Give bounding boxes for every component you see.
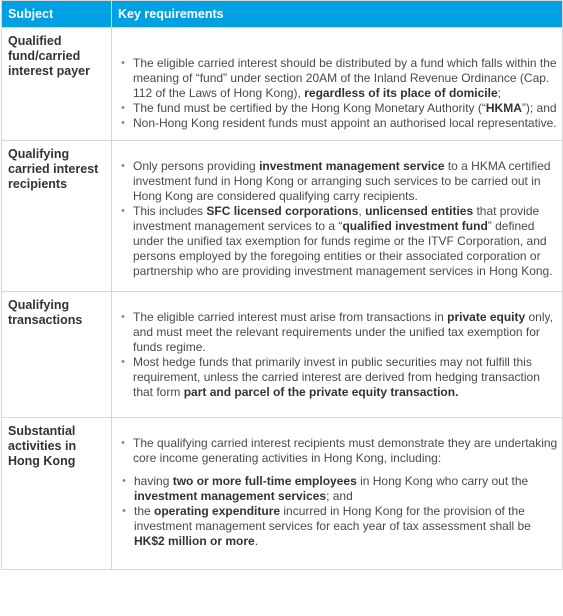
header-subject: Subject <box>2 1 112 28</box>
text-run: This includes <box>133 204 207 218</box>
requirements-list <box>116 310 558 400</box>
intro-text: • The qualifying carried interest recipients must demonstrate they are undertaking core income generating activities in Hong Kong, including: <box>116 436 558 466</box>
text-run: Only persons providing <box>133 159 260 173</box>
text-run: incurred in Hong Kong for the provision of the investment management services for each year of tax assessment shall be <box>134 504 531 533</box>
bold-text: SFC licensed corporations <box>206 204 359 218</box>
text-run: Most hedge funds that primarily invest in public securities may not fulfill this requirement, unless the carried interest are derived from hedging transaction that form <box>133 355 540 399</box>
table-row <box>2 28 563 141</box>
text-run: Non-Hong Kong resident funds must appoint an authorised local representative. <box>133 116 557 130</box>
header-row <box>2 1 563 28</box>
bold-text: investment management services <box>134 489 327 503</box>
list-item <box>118 504 558 549</box>
bold-text: qualified investment fund <box>342 219 488 233</box>
bold-text: two or more full-time employees <box>172 474 357 488</box>
text-run: ; and <box>326 489 353 503</box>
requirements-list <box>116 56 558 131</box>
list-item <box>116 101 558 116</box>
bold-text: HK$2 million or more <box>134 534 255 548</box>
list-item <box>116 310 558 355</box>
text-run: ” defined under the unified tax exemption for funds regime or the ITVF Corporation, and persons employed by the foregoing entities or their associated corporation or partnership who are providing investment management services in Hong Kong. <box>133 219 553 278</box>
table-row <box>2 418 563 570</box>
text-run: ”); and <box>521 101 557 115</box>
table-row <box>2 292 563 418</box>
row-requirements <box>112 292 563 418</box>
text-run: in Hong Kong who carry out the <box>356 474 529 488</box>
text-run: The eligible carried interest must arise from transactions in <box>133 310 448 324</box>
row-requirements <box>112 141 563 292</box>
list-item <box>116 116 558 131</box>
row-requirements <box>112 28 563 141</box>
row-requirements <box>112 418 563 570</box>
bold-text: regardless of its place of domicile <box>304 86 498 100</box>
text-run: that provide investment management services to a “ <box>133 204 540 233</box>
requirements-table <box>1 0 563 570</box>
list-item <box>118 474 558 504</box>
list-item <box>116 56 558 101</box>
text-run: only, and must meet the relevant requirements under the unified tax exemption for funds regime. <box>133 310 553 354</box>
text-run: , <box>358 204 366 218</box>
list-item <box>116 159 558 204</box>
bold-text: operating expenditure <box>154 504 281 518</box>
list-item <box>116 355 558 400</box>
sub-requirements-list <box>116 474 558 549</box>
bold-text: private equity <box>447 310 526 324</box>
header-key-requirements: Key requirements <box>112 1 563 28</box>
row-subject: Qualifying carried interest recipients <box>2 141 112 292</box>
text-run: . <box>254 534 259 548</box>
row-subject: Qualifying transactions <box>2 292 112 418</box>
bold-text: investment management service <box>259 159 445 173</box>
text-run: The eligible carried interest should be distributed by a fund which falls within the meaning of “fund” under section 20AM of the Inland Revenue Ordinance (Cap. 112 of the Laws of Hong Kong), <box>133 56 557 100</box>
table-row <box>2 141 563 292</box>
text-run: the <box>134 504 155 518</box>
text-run: The fund must be certified by the Hong Kong Monetary Authority (“ <box>133 101 486 115</box>
row-subject: Qualified fund/carried interest payer <box>2 28 112 141</box>
list-item <box>116 204 558 279</box>
text-run: ; <box>497 86 501 100</box>
bold-text: part and parcel of the private equity transaction. <box>183 385 459 399</box>
row-subject: Substantial activities in Hong Kong <box>2 418 112 570</box>
bold-text: HKMA <box>485 101 522 115</box>
text-run: having <box>134 474 173 488</box>
bold-text: unlicensed entities <box>365 204 474 218</box>
text-run: to a HKMA certified investment fund in Hong Kong or arranging such services to be carried out in Hong Kong are considered qualifying carry recipients. <box>133 159 551 203</box>
requirements-list <box>116 159 558 279</box>
